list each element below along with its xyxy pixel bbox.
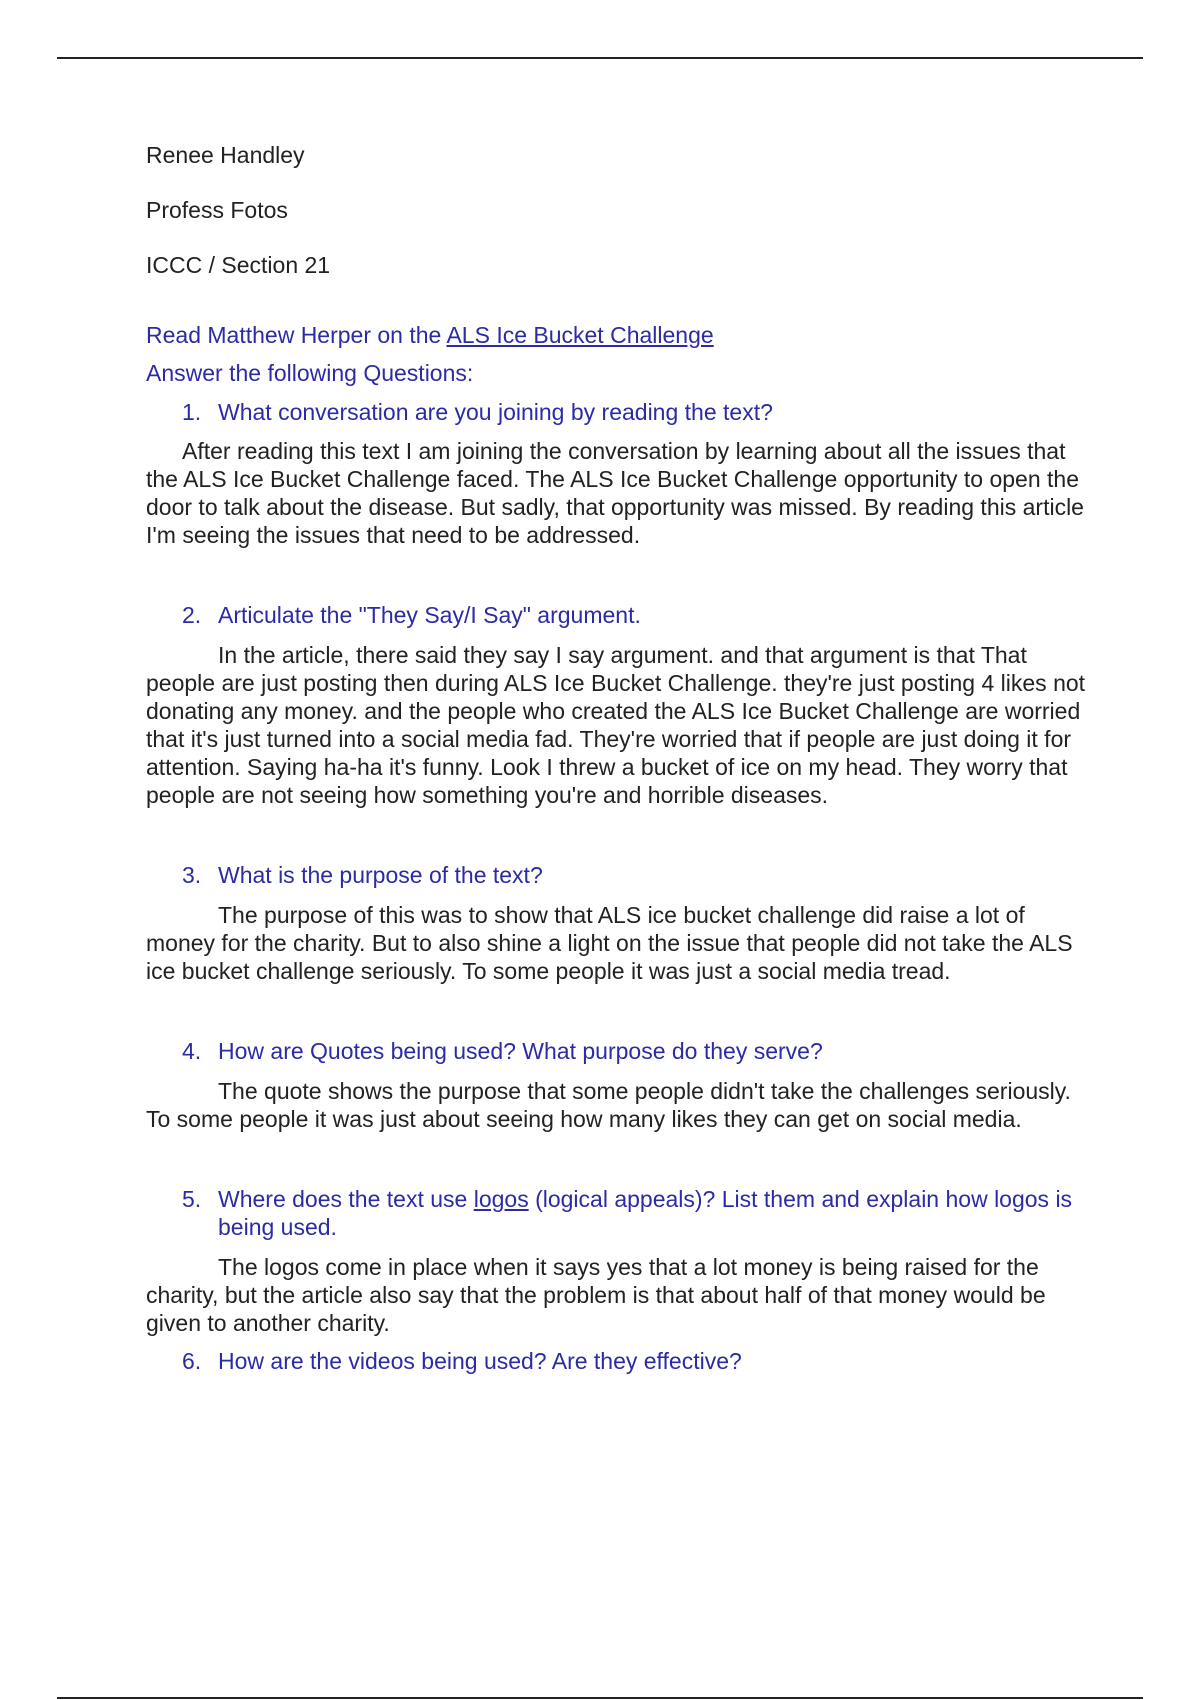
question-number: 2. (182, 602, 202, 628)
logos-link[interactable]: logos (473, 1186, 529, 1212)
question-number: 1. (182, 399, 202, 425)
answer-3 (146, 901, 1096, 985)
question-3 (146, 861, 1096, 889)
answer-text: The logos come in place when it says yes that a lot money is being raised for the charity, but the article also say that the problem is that about half of that money would be given to another charity. (146, 1254, 1046, 1336)
answer-instruction: Answer the following Questions: (146, 360, 474, 386)
answer-text: In the article, there said they say I say argument. and that argument is that That people are just posting then during ALS Ice Bucket Challenge. they're just posting 4 likes not donating any money. and the people who created the ALS Ice Bucket Challenge are worried that it's just turned into a social media fad. They're worried that if people are just doing it for attention. Saying ha-ha it's funny. Look I threw a bucket of ice on my head. They worry that people are not seeing how something you're and horrible diseases. (146, 642, 1086, 808)
question-4 (146, 1037, 1096, 1065)
answer-4 (146, 1077, 1096, 1133)
course-section: ICCC / Section 21 (146, 252, 331, 278)
question-number: 5. (182, 1186, 202, 1212)
question-1 (146, 398, 1096, 426)
question-2 (146, 601, 1096, 629)
question-5 (146, 1185, 1096, 1241)
bottom-rule (57, 1697, 1143, 1699)
answer-2 (146, 641, 1096, 809)
question-number: 6. (182, 1348, 202, 1374)
top-rule (57, 57, 1143, 59)
question-6 (146, 1347, 1096, 1375)
document-page (146, 140, 1096, 1375)
question-text: What is the purpose of the text? (218, 862, 543, 888)
question-text-before: Where does the text use (218, 1186, 474, 1212)
answer-5 (146, 1253, 1096, 1337)
answer-text: The quote shows the purpose that some people didn't take the challenges seriously. To some people it was just about seeing how many likes they can get on social media. (146, 1078, 1071, 1132)
reading-prefix: Read Matthew Herper on the (146, 322, 447, 348)
question-number: 3. (182, 862, 202, 888)
question-text: How are the videos being used? Are they effective? (218, 1348, 742, 1374)
professor-name: Profess Fotos (146, 197, 288, 223)
reading-instruction (146, 320, 1096, 350)
question-text: How are Quotes being used? What purpose do they serve? (218, 1038, 823, 1064)
answer-text: After reading this text I am joining the conversation by learning about all the issues that the ALS Ice Bucket Challenge faced. The ALS Ice Bucket Challenge opportunity to open the door to talk about the disease. But sadly, that opportunity was missed. By reading this article I'm seeing the issues that need to be addressed. (146, 438, 1084, 548)
answer-text: The purpose of this was to show that ALS ice bucket challenge did raise a lot of money for the charity. But to also shine a light on the issue that people did not take the ALS ice bucket challenge seriously. To some people it was just a social media tread. (146, 902, 1073, 984)
question-text: What conversation are you joining by reading the text? (218, 399, 773, 425)
answer-1 (146, 437, 1096, 549)
question-number: 4. (182, 1038, 202, 1064)
question-text-after: (logical appeals)? List them and explain how logos is being used. (218, 1186, 1073, 1240)
als-ice-bucket-challenge-link[interactable]: ALS Ice Bucket Challenge (446, 322, 714, 348)
student-name: Renee Handley (146, 142, 305, 168)
question-text: Articulate the "They Say/I Say" argument. (218, 602, 641, 628)
